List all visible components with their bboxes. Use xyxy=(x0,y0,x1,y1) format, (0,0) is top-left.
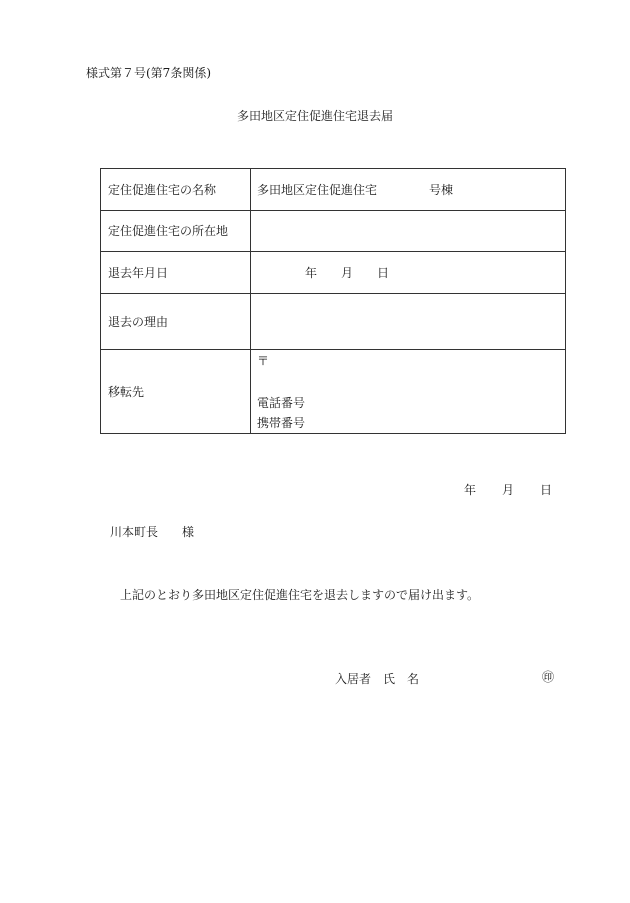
moveout-date-cell xyxy=(251,252,566,294)
moveout-reason-cell xyxy=(251,294,566,350)
submission-date xyxy=(464,484,552,496)
housing-address-cell xyxy=(251,211,566,252)
housing-name-value: 多田地区定住促進住宅 xyxy=(257,182,378,197)
seal-icon: ㊞ xyxy=(542,670,555,684)
addressee xyxy=(110,526,194,538)
housing-name-cell xyxy=(251,169,566,211)
submission-year: 年 xyxy=(464,483,477,497)
table-row xyxy=(101,211,566,252)
submission-month: 月 xyxy=(502,483,515,497)
housing-address-label: 定住促進住宅の所在地 xyxy=(101,211,251,252)
applicant-line xyxy=(335,673,419,685)
housing-name-label: 定住促進住宅の名称 xyxy=(101,169,251,211)
submission-day: 日 xyxy=(540,483,553,497)
mobile-label: 携帯番号 xyxy=(257,416,306,430)
moveout-day: 日 xyxy=(377,265,390,280)
building-suffix: 号棟 xyxy=(429,182,454,197)
info-table xyxy=(100,168,566,434)
moveout-year: 年 xyxy=(305,265,318,280)
phone-label: 電話番号 xyxy=(257,396,306,410)
moveout-month: 月 xyxy=(341,265,354,280)
destination-label: 移転先 xyxy=(101,350,251,434)
moveout-reason-label: 退去の理由 xyxy=(101,294,251,350)
form-number: 様式第７号(第7条関係) xyxy=(86,66,211,80)
document-title: 多田地区定住促進住宅退去届 xyxy=(236,109,393,123)
addressee-name: 川本町長 xyxy=(110,525,159,539)
destination-cell xyxy=(251,350,566,434)
moveout-date-label: 退去年月日 xyxy=(101,252,251,294)
table-row xyxy=(101,169,566,211)
applicant-role: 入居者 xyxy=(335,672,372,686)
table-row xyxy=(101,294,566,350)
addressee-honorific: 様 xyxy=(182,525,195,539)
postal-mark: 〒 xyxy=(257,354,270,368)
applicant-name-label-2: 名 xyxy=(407,672,420,686)
table-row xyxy=(101,252,566,294)
applicant-name-label-1: 氏 xyxy=(383,672,396,686)
statement-text: 上記のとおり多田地区定住促進住宅を退去しますので届け出ます。 xyxy=(120,588,480,602)
table-row xyxy=(101,350,566,434)
